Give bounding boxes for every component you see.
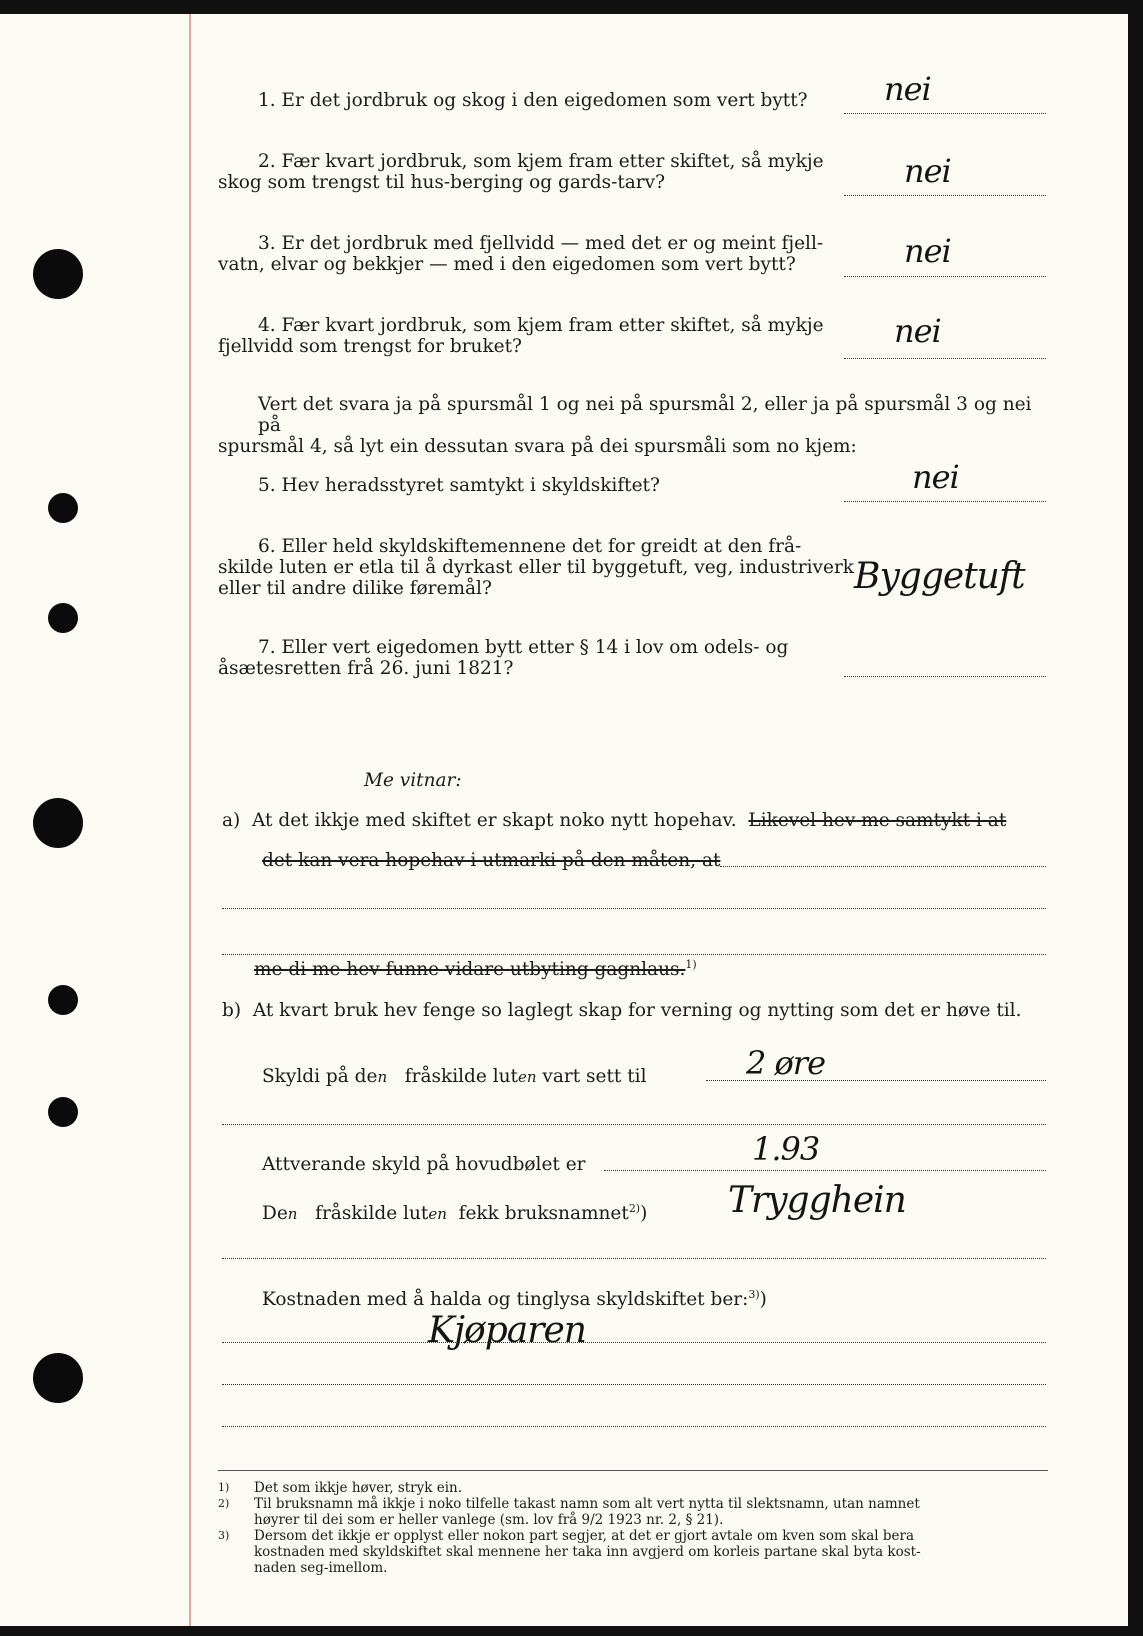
footnote-line: naden seg-imellom. [254,1560,388,1576]
footnote-line: kostnaden med skyldskiftet skal mennene her taka inn avgjerd om korleis partane skal byta kost- [254,1544,921,1560]
witness-heading: Me vitnar: [364,770,462,791]
field-label: Attverande skyld på hovudbølet er [262,1154,586,1175]
question-number: 1. [258,90,276,111]
struck-text: Likevel hev me samtykt i at [748,810,1007,831]
paragraph-line: Vert det svara ja på spursmål 1 og nei på spursmål 2, eller ja på spursmål 3 og nei på [258,394,1032,436]
footnote-2 [218,1496,1048,1528]
document-page [0,14,1128,1626]
footnote-ref: 3) [748,1288,760,1301]
binder-hole [48,985,78,1015]
answer-handwritten: nei [904,232,951,270]
question-text-line: Eller held skyldskiftemennene det for greidt at den frå- [281,536,802,557]
question-text-line: skilde luten er etla til å dyrkast eller til byggetuft, veg, industriverk [218,557,855,578]
binder-hole [48,603,78,633]
footnote-ref: 1) [685,958,697,971]
question-text-line: Eller vert eigedomen bytt etter § 14 i lov om odels- og [281,637,789,658]
answer-handwritten: nei [904,152,951,190]
answer-handwritten: Byggetuft [854,556,1025,597]
handwritten-insert: en [517,1068,537,1086]
bruksnamn-value-handwritten: Trygghein [728,1180,906,1221]
binder-hole [33,798,83,848]
margin-line [189,14,191,1626]
answer-line [844,195,1046,196]
answer-line [604,1170,1046,1171]
field-label: fråskilde lut [315,1203,429,1225]
footnote-line: Til bruksnamn må ikkje i noko tilfelle takast namn som alt vert nytta til slektsnamn, utan namnet [254,1496,920,1512]
witness-a [222,810,1006,832]
blank-line [720,866,1046,867]
question-text-line: vatn, elvar og bekkjer — med i den eigedomen som vert bytt? [218,254,796,275]
field-label: fekk bruksnamnet [458,1203,629,1225]
question-text-line: Fær kvart jordbruk, som kjem fram etter skiftet, så mykje [281,151,824,172]
question-number: 7. [258,637,276,658]
question-number: 5. [258,475,276,496]
struck-text: det kan vera hopehav i utmarki på den måten, at [262,850,721,871]
question-number: 3. [258,233,276,254]
binder-hole [33,1353,83,1403]
witness-a-label: a) [222,810,241,831]
question-text-line: åsætesretten frå 26. juni 1821? [218,658,514,679]
question-1 [218,90,858,111]
question-3 [218,233,848,275]
footnote-line: Det som ikkje høver, stryk ein. [254,1480,463,1496]
conditional-paragraph [218,394,1048,457]
kostnad-value-handwritten: Kjøparen [428,1310,586,1351]
skyld-field [262,1066,647,1088]
footnote-mark: 1) [218,1481,230,1494]
footnote-mark: 3) [218,1529,230,1542]
attverande-field [262,1154,586,1176]
footnote-line: høyrer til dei som er heller vanlege (sm. lov frå 9/2 1923 nr. 2, § 21). [254,1512,724,1528]
footnotes [218,1480,1048,1576]
skyld-value-handwritten: 2 øre [746,1044,826,1082]
footnote-line: Dersom det ikkje er opplyst eller nokon part segjer, at det er gjort avtale om kven som skal bera [254,1528,915,1544]
question-text: Er det jordbruk og skog i den eigedomen som vert bytt? [281,90,808,111]
answer-handwritten: nei [912,458,959,496]
handwritten-insert: n [287,1205,298,1224]
field-label: vart sett til [542,1066,647,1087]
handwritten-insert: n [377,1068,388,1086]
witness-a-struck-tail [254,954,697,981]
question-text-line: fjellvidd som trengst for bruket? [218,336,522,357]
question-5 [218,475,848,496]
blank-line [222,1124,1046,1125]
binder-hole [48,1097,78,1127]
question-number: 4. [258,315,276,336]
answer-line [844,358,1046,359]
question-7 [218,637,848,679]
field-label: De [262,1203,288,1225]
question-text-line: Fær kvart jordbruk, som kjem fram etter skiftet, så mykje [281,315,824,336]
question-number: 6. [258,536,276,557]
footnote-ref: 2) [628,1202,641,1215]
footnote-mark: 2) [218,1497,230,1510]
question-text-line: skog som trengst til hus-berging og gards-tarv? [218,172,666,193]
struck-text: me di me hev funne vidare utbyting gagnlaus. [254,959,686,981]
answer-line [844,113,1046,114]
paragraph-line: spursmål 4, så lyt ein dessutan svara på dei spursmåli som no kjem: [218,436,857,457]
blank-line [222,1258,1046,1259]
footnote-1 [218,1480,1048,1496]
question-text-line: eller til andre dilike føremål? [218,578,492,599]
binder-hole [48,493,78,523]
question-4 [218,315,848,357]
kostnad-field: Kostnaden med å halda og tinglysa skyldskiftet ber:$^{3)}$) [262,1288,767,1311]
footnote-3 [218,1528,1048,1576]
answer-handwritten: nei [884,70,931,108]
binder-hole [33,249,83,299]
answer-handwritten: nei [894,312,941,350]
answer-line [844,501,1046,502]
field-label: Kostnaden med å halda og tinglysa skyldskiftet ber: [262,1289,749,1311]
footnote-separator [218,1470,1048,1471]
witness-b-label: b) [222,1000,242,1021]
answer-line [844,276,1046,277]
question-text-line: Er det jordbruk med fjellvidd — med det er og meint fjell- [281,233,824,254]
witness-b-text: At kvart bruk hev fenge so laglegt skap for verning og nytting som det er høve til. [252,1000,1022,1021]
question-6 [218,536,858,599]
answer-line [844,676,1046,677]
bruksnamn-field: Den fråskilde luten fekk bruksnamnet$^{2)}$) [262,1202,648,1225]
blank-line [222,1342,1046,1343]
question-number: 2. [258,151,276,172]
question-text: Hev heradsstyret samtykt i skyldskiftet? [281,475,660,496]
field-label: fråskilde lut [404,1066,518,1087]
blank-line [222,908,1046,909]
handwritten-insert: en [428,1205,447,1224]
blank-line [222,1426,1046,1427]
question-2 [218,151,848,193]
blank-line [222,1384,1046,1385]
attverande-value-handwritten: 1.93 [752,1130,820,1168]
witness-b [222,1000,1021,1022]
witness-a-text: At det ikkje med skiftet er skapt noko nytt hopehav. [252,810,737,831]
field-label: Skyldi på de [262,1066,378,1087]
